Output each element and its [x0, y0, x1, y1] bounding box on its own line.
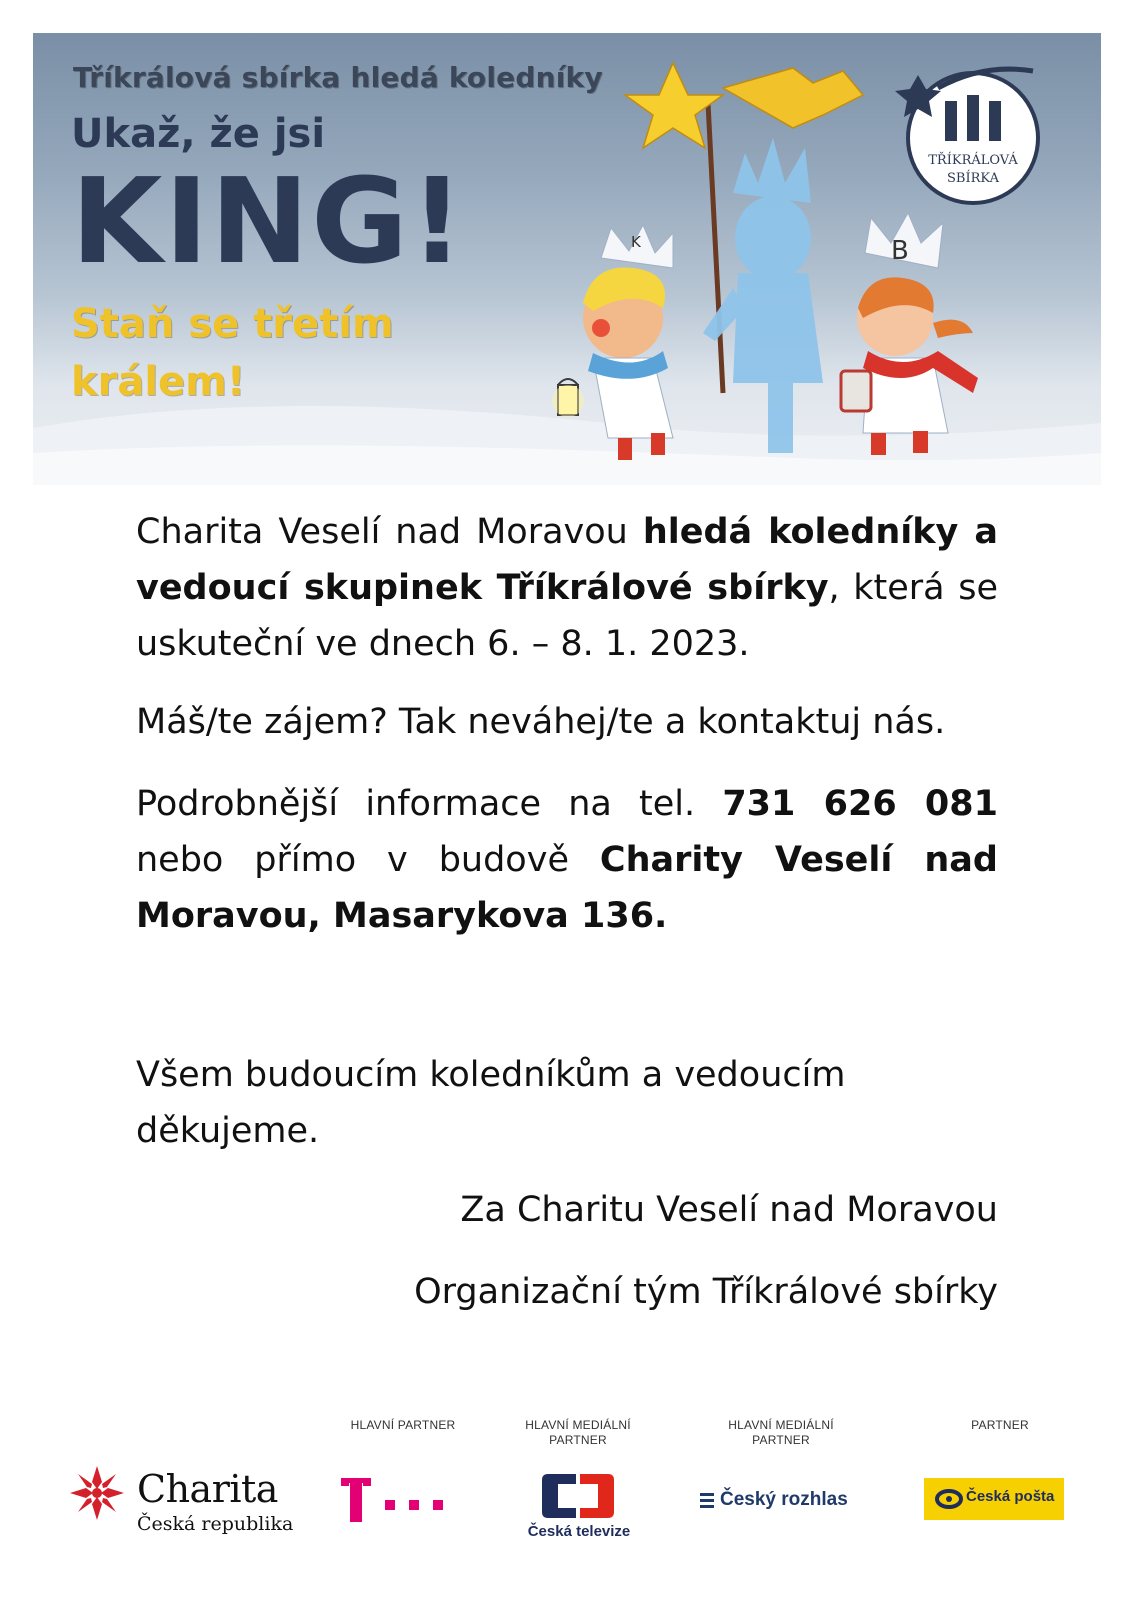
- signature-org: Za Charitu Veselí nad Moravou: [460, 1190, 998, 1230]
- label-main-partner: HLAVNÍ PARTNER: [350, 1418, 456, 1432]
- label-media-partner-1: [508, 1418, 648, 1448]
- label-media-partner-2-line1: HLAVNÍ MEDIÁLNÍ: [728, 1418, 834, 1432]
- banner-ukaz-line: Ukaž, že jsi: [71, 111, 326, 157]
- posthorn-icon: [934, 1488, 964, 1510]
- paragraph-interest: Máš/te zájem? Tak neváhej/te a kontaktuj nás.: [136, 702, 946, 742]
- hat-letter-right: B: [891, 236, 909, 266]
- logo-text-line-1: TŘÍKRÁLOVÁ: [928, 153, 1018, 168]
- ceska-posta-name: Česká pošta: [966, 1488, 1055, 1505]
- banner-stan-line-1: Staň se třetím: [71, 301, 394, 347]
- paragraph-contact: [136, 776, 998, 944]
- phone-number: 731 626 081: [722, 784, 998, 824]
- ceska-televize-name: Česká televize: [527, 1523, 631, 1540]
- telekom-logo-icon: [341, 1478, 451, 1524]
- contact-mid: nebo přímo v budově: [136, 840, 600, 880]
- label-media-partner-1-line1: HLAVNÍ MEDIÁLNÍ: [525, 1418, 631, 1432]
- label-media-partner-1-line2: PARTNER: [549, 1433, 607, 1447]
- signature-team: Organizační tým Tříkrálové sbírky: [414, 1272, 998, 1312]
- banner-stan-line-2: králem!: [71, 359, 246, 405]
- silhouette-king-icon: [703, 138, 823, 453]
- paragraph-intro: [136, 504, 998, 672]
- intro-highlight: hledá koledníky a vedoucí skupinek Tříkrálové sbírky: [136, 512, 998, 608]
- charita-cross-icon: [66, 1462, 128, 1524]
- banner-king-title: KING!: [71, 152, 466, 290]
- ceska-televize-logo-icon: [542, 1470, 614, 1522]
- cesky-rozhlas-name: Český rozhlas: [720, 1489, 848, 1510]
- contact-lead: Podrobnější informace na tel.: [136, 784, 723, 824]
- label-media-partner-2-line2: PARTNER: [752, 1433, 810, 1447]
- address: Charity Veselí nad Moravou, Masarykova 136.: [136, 840, 998, 936]
- paragraph-thanks: Všem budoucím koledníkům a vedoucím děkujeme.: [136, 1055, 846, 1151]
- label-partner: PARTNER: [971, 1418, 1029, 1432]
- cesky-rozhlas-lines-icon: [700, 1491, 716, 1511]
- banner-top-line: Tříkrálová sbírka hledá koledníky: [73, 61, 603, 94]
- charita-logo-sub: Česká republika: [137, 1513, 294, 1535]
- charita-logo-name: Charita: [137, 1467, 278, 1511]
- intro-org: Charita Veselí nad Moravou: [136, 512, 643, 552]
- child-right-icon: [841, 213, 978, 455]
- campaign-banner: [33, 33, 1101, 485]
- hat-letter-left: K: [631, 233, 641, 251]
- label-media-partner-2: [711, 1418, 851, 1448]
- intro-dates: , která se uskuteční ve dnech 6. – 8. 1. 2023.: [136, 568, 998, 664]
- logo-text-line-2: SBÍRKA: [947, 171, 999, 186]
